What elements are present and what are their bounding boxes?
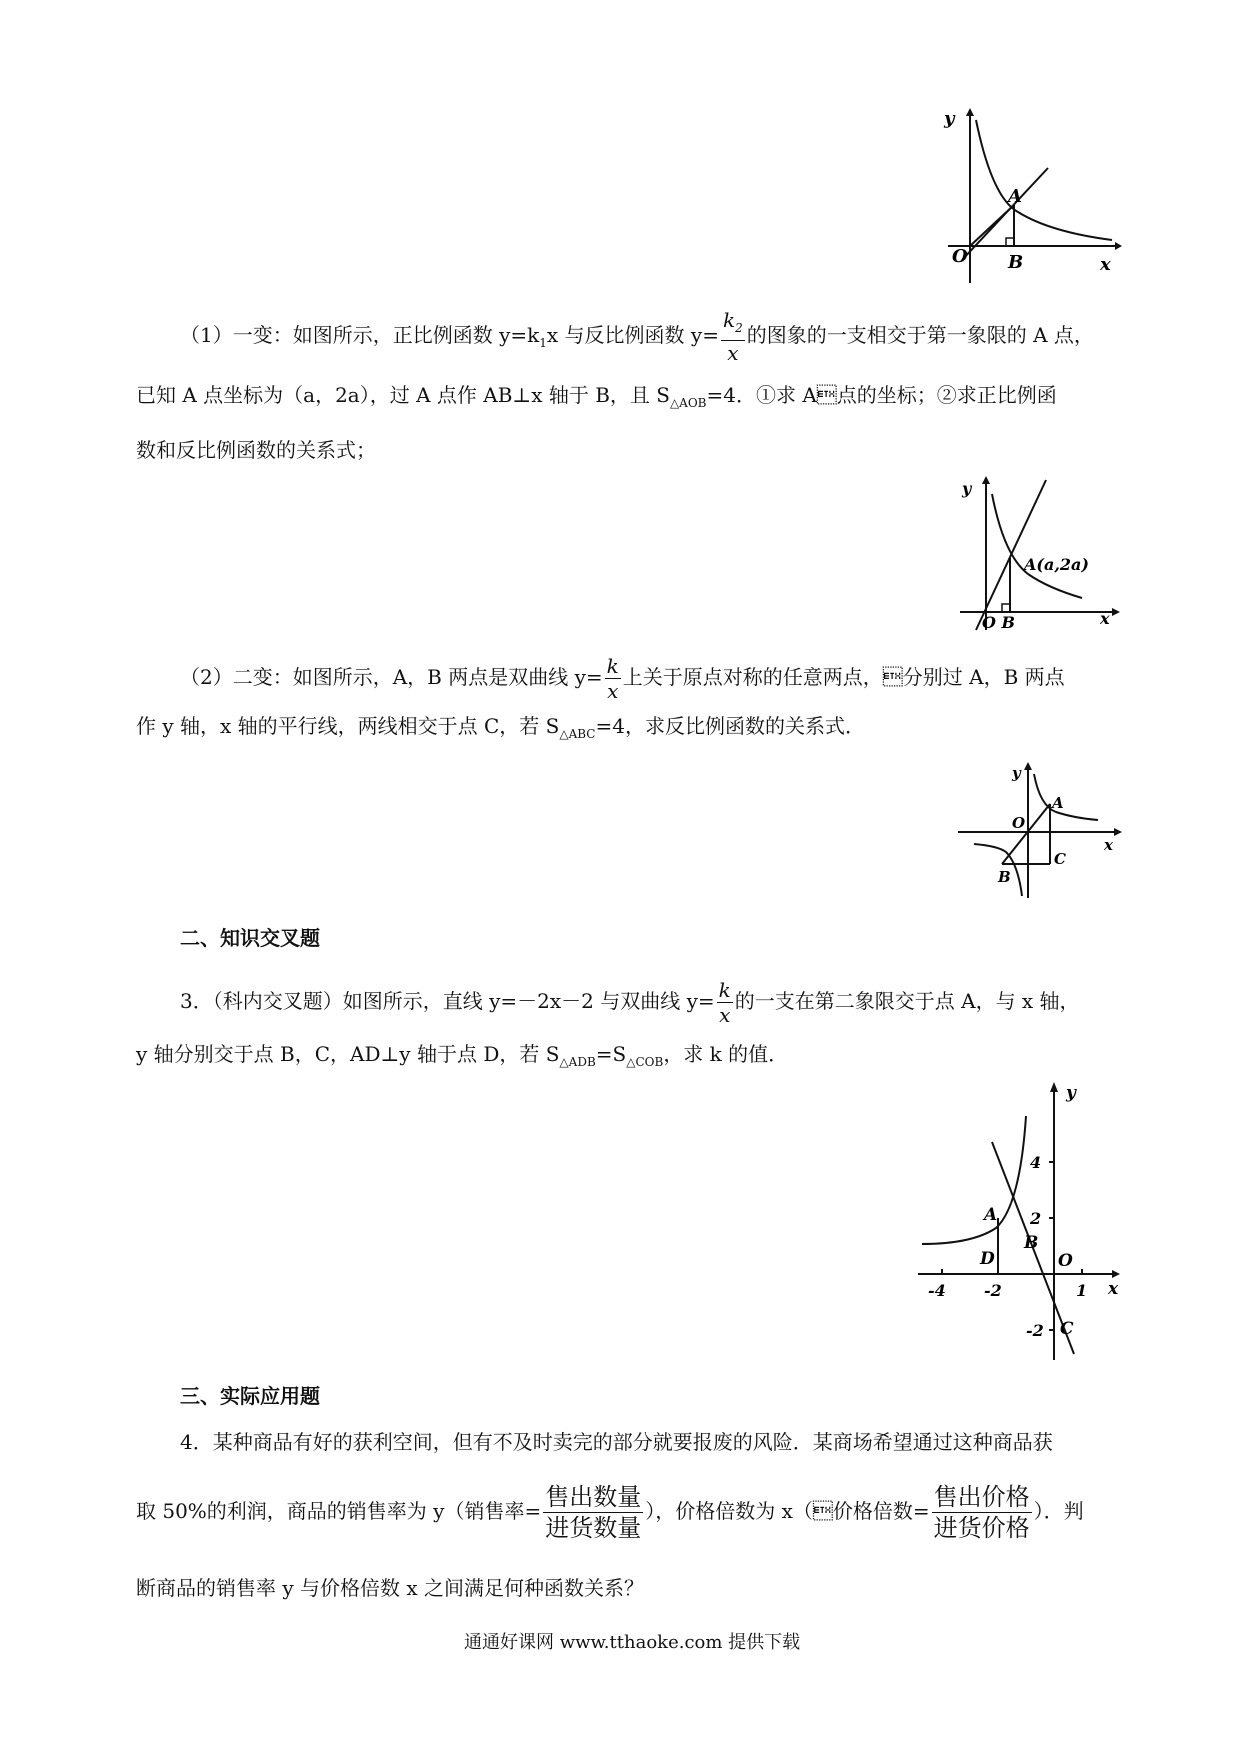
q2-line1-post: 上关于原点对称的任意两点，分别过 A，B 两点: [622, 665, 1065, 689]
q1-fraction: [721, 308, 745, 365]
figure-2: [952, 474, 1120, 634]
right-angle-mark: [1006, 238, 1014, 246]
q4-line2-post: ）．判: [1033, 1499, 1084, 1523]
q2-line1-pre: （2）二变：如图所示，A，B 两点是双曲线 y=: [180, 665, 603, 689]
figure-1-graph: [940, 108, 1122, 286]
x-axis-arrow: [1115, 242, 1122, 250]
q3-sub-cob: △COB: [626, 1055, 664, 1069]
segment-ab: [1002, 804, 1050, 864]
q2-fraction: [605, 654, 621, 703]
x-axis-arrow: [1112, 608, 1120, 616]
section-2-title: 二、知识交叉题: [180, 926, 320, 950]
q2-sub-abc: △ABC: [559, 727, 596, 741]
q2-frac-den: x: [607, 679, 619, 703]
y-axis-arrow: [1024, 762, 1032, 770]
q4-line1: [180, 1428, 1053, 1456]
label-a: A: [1008, 186, 1022, 207]
q2-frac-num: k: [606, 654, 619, 678]
label-y: y: [944, 108, 955, 129]
tick-label-4: 4: [1030, 1153, 1042, 1172]
q3-line1-post: 的一支在第二象限交于点 A，与 x 轴，: [734, 989, 1080, 1013]
page-footer: 通通好课网 www.tthaoke.com 提供下载: [464, 1632, 801, 1653]
q3-line1-pre: 3．（科内交叉题）如图所示，直线 y=－2x－2 与双曲线 y=: [180, 989, 715, 1013]
x-axis-arrow: [1112, 1270, 1120, 1278]
q4-line3-text: 断商品的销售率 y 与价格倍数 x 之间满足何种函数关系？: [136, 1576, 645, 1600]
q1-line3: [136, 436, 376, 464]
q4-line1-text: 4．某种商品有好的获利空间，但有不及时卖完的部分就要报废的风险．某商场希望通过这种商品获: [180, 1430, 1053, 1454]
label-a: A: [1052, 794, 1064, 812]
q4-line2-pre: 取 50%的利润，商品的销售率为 y（销售率=: [136, 1499, 542, 1523]
q4-frac2-num: 售出价格: [933, 1483, 1030, 1511]
q1-line2-post: =4．①求 A点的坐标；②求正比例函: [706, 383, 1057, 407]
label-c: C: [1054, 850, 1066, 868]
q3-frac-den: x: [719, 1003, 731, 1027]
q4-fraction-sales-rate: [543, 1482, 643, 1543]
q1-frac-den: x: [727, 341, 739, 365]
label-a: A(a,2a): [1024, 555, 1089, 574]
y-axis-arrow: [1050, 1082, 1058, 1092]
q4-fraction-price-multiple: [932, 1482, 1032, 1543]
q4-frac1-den: 进货数量: [545, 1514, 642, 1542]
label-o: O: [1012, 814, 1026, 832]
label-c: C: [1060, 1319, 1074, 1339]
tick-label-minus2-y: -2: [1026, 1321, 1044, 1340]
q2-line2: [136, 712, 865, 748]
label-a: A: [984, 1205, 998, 1225]
label-y: y: [1012, 764, 1021, 782]
segment-oa: [970, 205, 1014, 246]
label-x: x: [1108, 1279, 1119, 1299]
q3-line2-mid: =S: [595, 1042, 627, 1066]
hyperbola-curve: [992, 494, 1082, 598]
q1-sub-k1: 1: [539, 336, 547, 350]
q3-sub-adb: △ADB: [559, 1055, 596, 1069]
x-axis-arrow: [1114, 828, 1122, 836]
tick-label-1: 1: [1076, 1281, 1088, 1300]
label-b: B: [998, 868, 1011, 886]
y-axis-arrow: [966, 108, 974, 116]
label-d: D: [980, 1249, 995, 1269]
q1-line2-pre: 已知 A 点坐标为（a，2a），过 A 点作 AB⊥x 轴于 B，且 S: [136, 383, 670, 407]
q3-line2: [136, 1040, 788, 1076]
q1-line1: [180, 308, 1094, 365]
q1-line1-pre: （1）一变：如图所示，正比例函数 y=k: [180, 323, 540, 347]
tick-label-2: 2: [1030, 1209, 1042, 1228]
q1-line2: [136, 381, 1057, 417]
q3-line2-pre: y 轴分别交于点 B，C，AD⊥y 轴于点 D，若 S: [136, 1042, 560, 1066]
tick-label-minus4: -4: [928, 1281, 946, 1300]
label-ob: O B: [982, 613, 1016, 632]
q2-line1: [180, 654, 1065, 703]
label-x: x: [1104, 836, 1113, 854]
q1-line1-post: 的图象的一支相交于第一象限的 A 点，: [746, 323, 1094, 347]
q3-line1: [180, 978, 1080, 1027]
q4-line3: [136, 1574, 644, 1602]
y-axis-arrow: [982, 476, 990, 484]
q4-frac2-den: 进货价格: [933, 1514, 1030, 1542]
q1-line3-text: 数和反比例函数的关系式；: [136, 438, 376, 462]
section-3-title: 三、实际应用题: [180, 1384, 320, 1408]
right-angle-mark: [1002, 604, 1010, 612]
figure-1: [940, 108, 1122, 286]
label-b: B: [1008, 252, 1024, 273]
q3-fraction: [717, 978, 733, 1027]
figure-3: [954, 760, 1122, 902]
label-x: x: [1100, 254, 1111, 275]
figure-2-graph: [952, 474, 1120, 634]
q1-sub-aob: △AOB: [669, 396, 707, 410]
label-y: y: [1066, 1083, 1076, 1103]
tick-label-minus2-x: -2: [984, 1281, 1002, 1300]
q4-line2: [136, 1482, 1084, 1543]
figure-3-graph: [954, 760, 1122, 902]
q4-frac1-num: 售出数量: [545, 1483, 642, 1511]
hyperbola-curve: [922, 1116, 1026, 1244]
figure-4: [908, 1076, 1122, 1366]
label-x: x: [1100, 609, 1110, 628]
q1-frac-num-sub: 2: [735, 321, 743, 335]
label-o: O: [952, 246, 968, 267]
q1-frac-num: k: [722, 308, 736, 332]
label-b: B: [1024, 1233, 1039, 1253]
q4-line2-mid: ），价格倍数为 x（价格倍数=: [645, 1499, 930, 1523]
label-y: y: [962, 479, 972, 498]
q2-line2-pre: 作 y 轴，x 轴的平行线，两线相交于点 C，若 S: [136, 714, 560, 738]
q3-frac-num: k: [718, 978, 731, 1002]
figure-4-graph: [908, 1076, 1122, 1366]
q1-line1-mid: x 与反比例函数 y=: [546, 323, 719, 347]
label-o: O: [1058, 1251, 1073, 1271]
q2-line2-post: =4，求反比例函数的关系式．: [595, 714, 865, 738]
q3-line2-post: ，求 k 的值．: [663, 1042, 789, 1066]
